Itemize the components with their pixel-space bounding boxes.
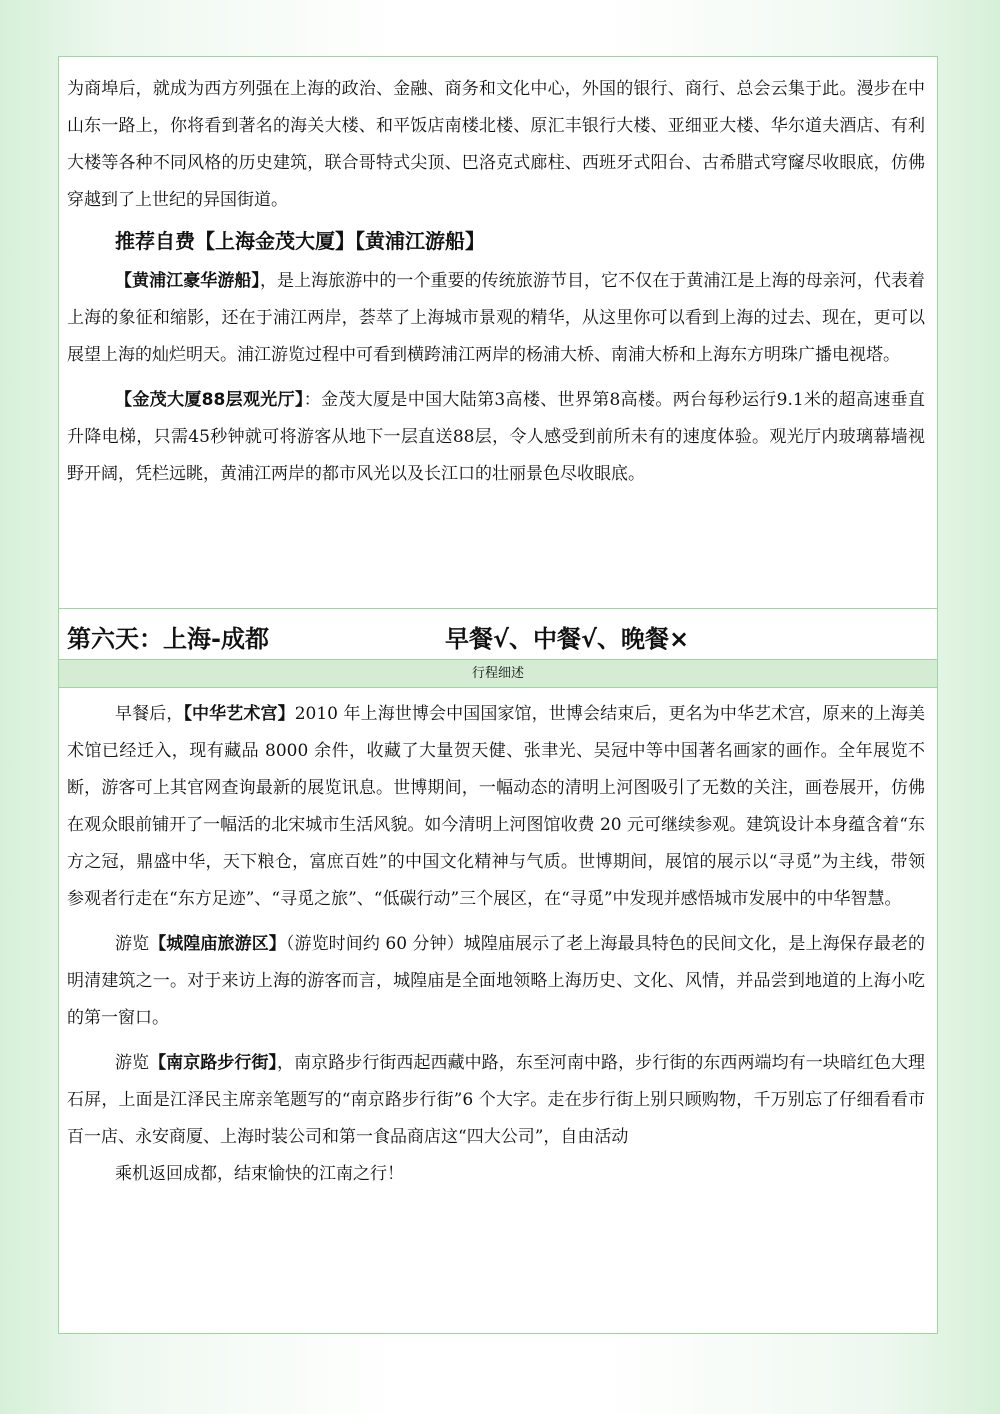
cruise-paragraph bbox=[59, 263, 937, 374]
nanjing-road-text: ，南京路步行街西起西藏中路，东至河南中路，步行街的东西两端均有一块暗红色大理石屏，上面是江泽民主席亲笔题写的“南京路步行街”6 个大字。走在步行街上别只顾购物，千万别忘了仔细看看市百一店、永安商厦、上海时装公司和第一食品商店这“四大公司”，自由活动 bbox=[67, 1053, 926, 1147]
bund-description: 为商埠后，就成为西方列强在上海的政治、金融、商务和文化中心，外国的银行、商行、总会云集于此。漫步在中山东一路上，你将看到著名的海关大楼、和平饭店南楼北楼、原汇丰银行大楼、亚细亚大楼、华尔道夫酒店、有利大楼等各种不同风格的历史建筑，联合哥特式尖顶、巴洛克式廊柱、西班牙式阳台、古希腊式穹窿尽收眼底，仿佛穿越到了上世纪的异国街道。 bbox=[67, 79, 925, 210]
art-palace-paragraph bbox=[59, 696, 937, 918]
day5-continued-section bbox=[59, 57, 937, 608]
day6-details bbox=[59, 696, 937, 1193]
cruise-text: ，是上海旅游中的一个重要的传统旅游节目，它不仅在于黄浦江是上海的母亲河，代表着上海的象征和缩影，还在于浦江两岸，荟萃了上海城市景观的精华，从这里你可以看到上海的过去、现在，更可以展望上海的灿烂明天。浦江游览过程中可看到横跨浦江两岸的杨浦大桥、南浦大桥和上海东方明珠广播电视塔。 bbox=[67, 271, 926, 365]
city-god-temple-paragraph bbox=[59, 926, 937, 1037]
city-god-temple-text: （游览时间约 60 分钟）城隍庙展示了老上海最具特色的民间文化，是上海保存最老的明清建筑之一。对于来访上海的游客而言，城隍庙是全面地领略上海历史、文化、风情，并品尝到地道的上海小吃的第一窗口。 bbox=[67, 934, 926, 1028]
jinmao-paragraph bbox=[59, 382, 937, 493]
art-palace-label: 【中华艺术宫】 bbox=[183, 704, 295, 724]
cruise-label: 【黄浦江豪华游船】 bbox=[115, 271, 260, 291]
art-palace-prefix: 早餐后， bbox=[115, 704, 184, 724]
day6-header bbox=[59, 608, 937, 660]
day6-meals: 早餐√、中餐√、晚餐× bbox=[445, 625, 690, 653]
nanjing-road-prefix: 游览 bbox=[115, 1053, 150, 1073]
city-god-temple-prefix: 游览 bbox=[115, 934, 150, 954]
return-paragraph: 乘机返回成都，结束愉快的江南之行！ bbox=[115, 1164, 404, 1184]
recommended-extras-heading: 推荐自费【上海金茂大厦】【黄浦江游船】 bbox=[115, 229, 485, 253]
jinmao-text: ：金茂大厦是中国大陆第3高楼、世界第8高楼。两台每秒运行9.1米的超高速垂直升降电梯，只需45秒钟就可将游客从地下一层直送88层，令人感受到前所未有的速度体验。观光厅内玻璃幕墙视野开阔，凭栏远眺，黄浦江两岸的都市风光以及长江口的壮丽景色尽收眼底。 bbox=[67, 390, 925, 484]
city-god-temple-label: 【城隍庙旅游区】 bbox=[149, 934, 286, 954]
day6-title: 第六天：上海-成都 bbox=[67, 625, 269, 653]
art-palace-text: 2010 年上海世博会中国国家馆，世博会结束后，更名为中华艺术宫，原来的上海美术馆已经迁入，现有藏品 8000 余件，收藏了大量贺天健、张聿光、吴冠中等中国著名画家的画作。全年展览不断，游客可上其官网查询最新的展览讯息。世博期间，一幅动态的清明上河图吸引了无数的关注，画卷展开，仿佛在观众眼前铺开了一幅活的北宋城市生活风貌。如今清明上河图馆收费 20 元可继续参观。建筑设计本身蕴含着“东方之冠，鼎盛中华，天下粮仓，富庶百姓”的中国文化精神与气质。世博期间，展馆的展示以“寻觅”为主线，带领参观者行走在“东方足迹”、“寻觅之旅”、“低碳行动”三个展区，在“寻觅”中发现并感悟城市发展中的中华智慧。 bbox=[67, 704, 926, 909]
nanjing-road-label: 【南京路步行街】 bbox=[149, 1053, 278, 1073]
itinerary-page bbox=[58, 56, 938, 1334]
nanjing-road-paragraph bbox=[59, 1045, 937, 1156]
jinmao-label: 【金茂大厦88层观光厅】 bbox=[115, 390, 304, 410]
detail-label-bar: 行程细述 bbox=[59, 660, 937, 688]
